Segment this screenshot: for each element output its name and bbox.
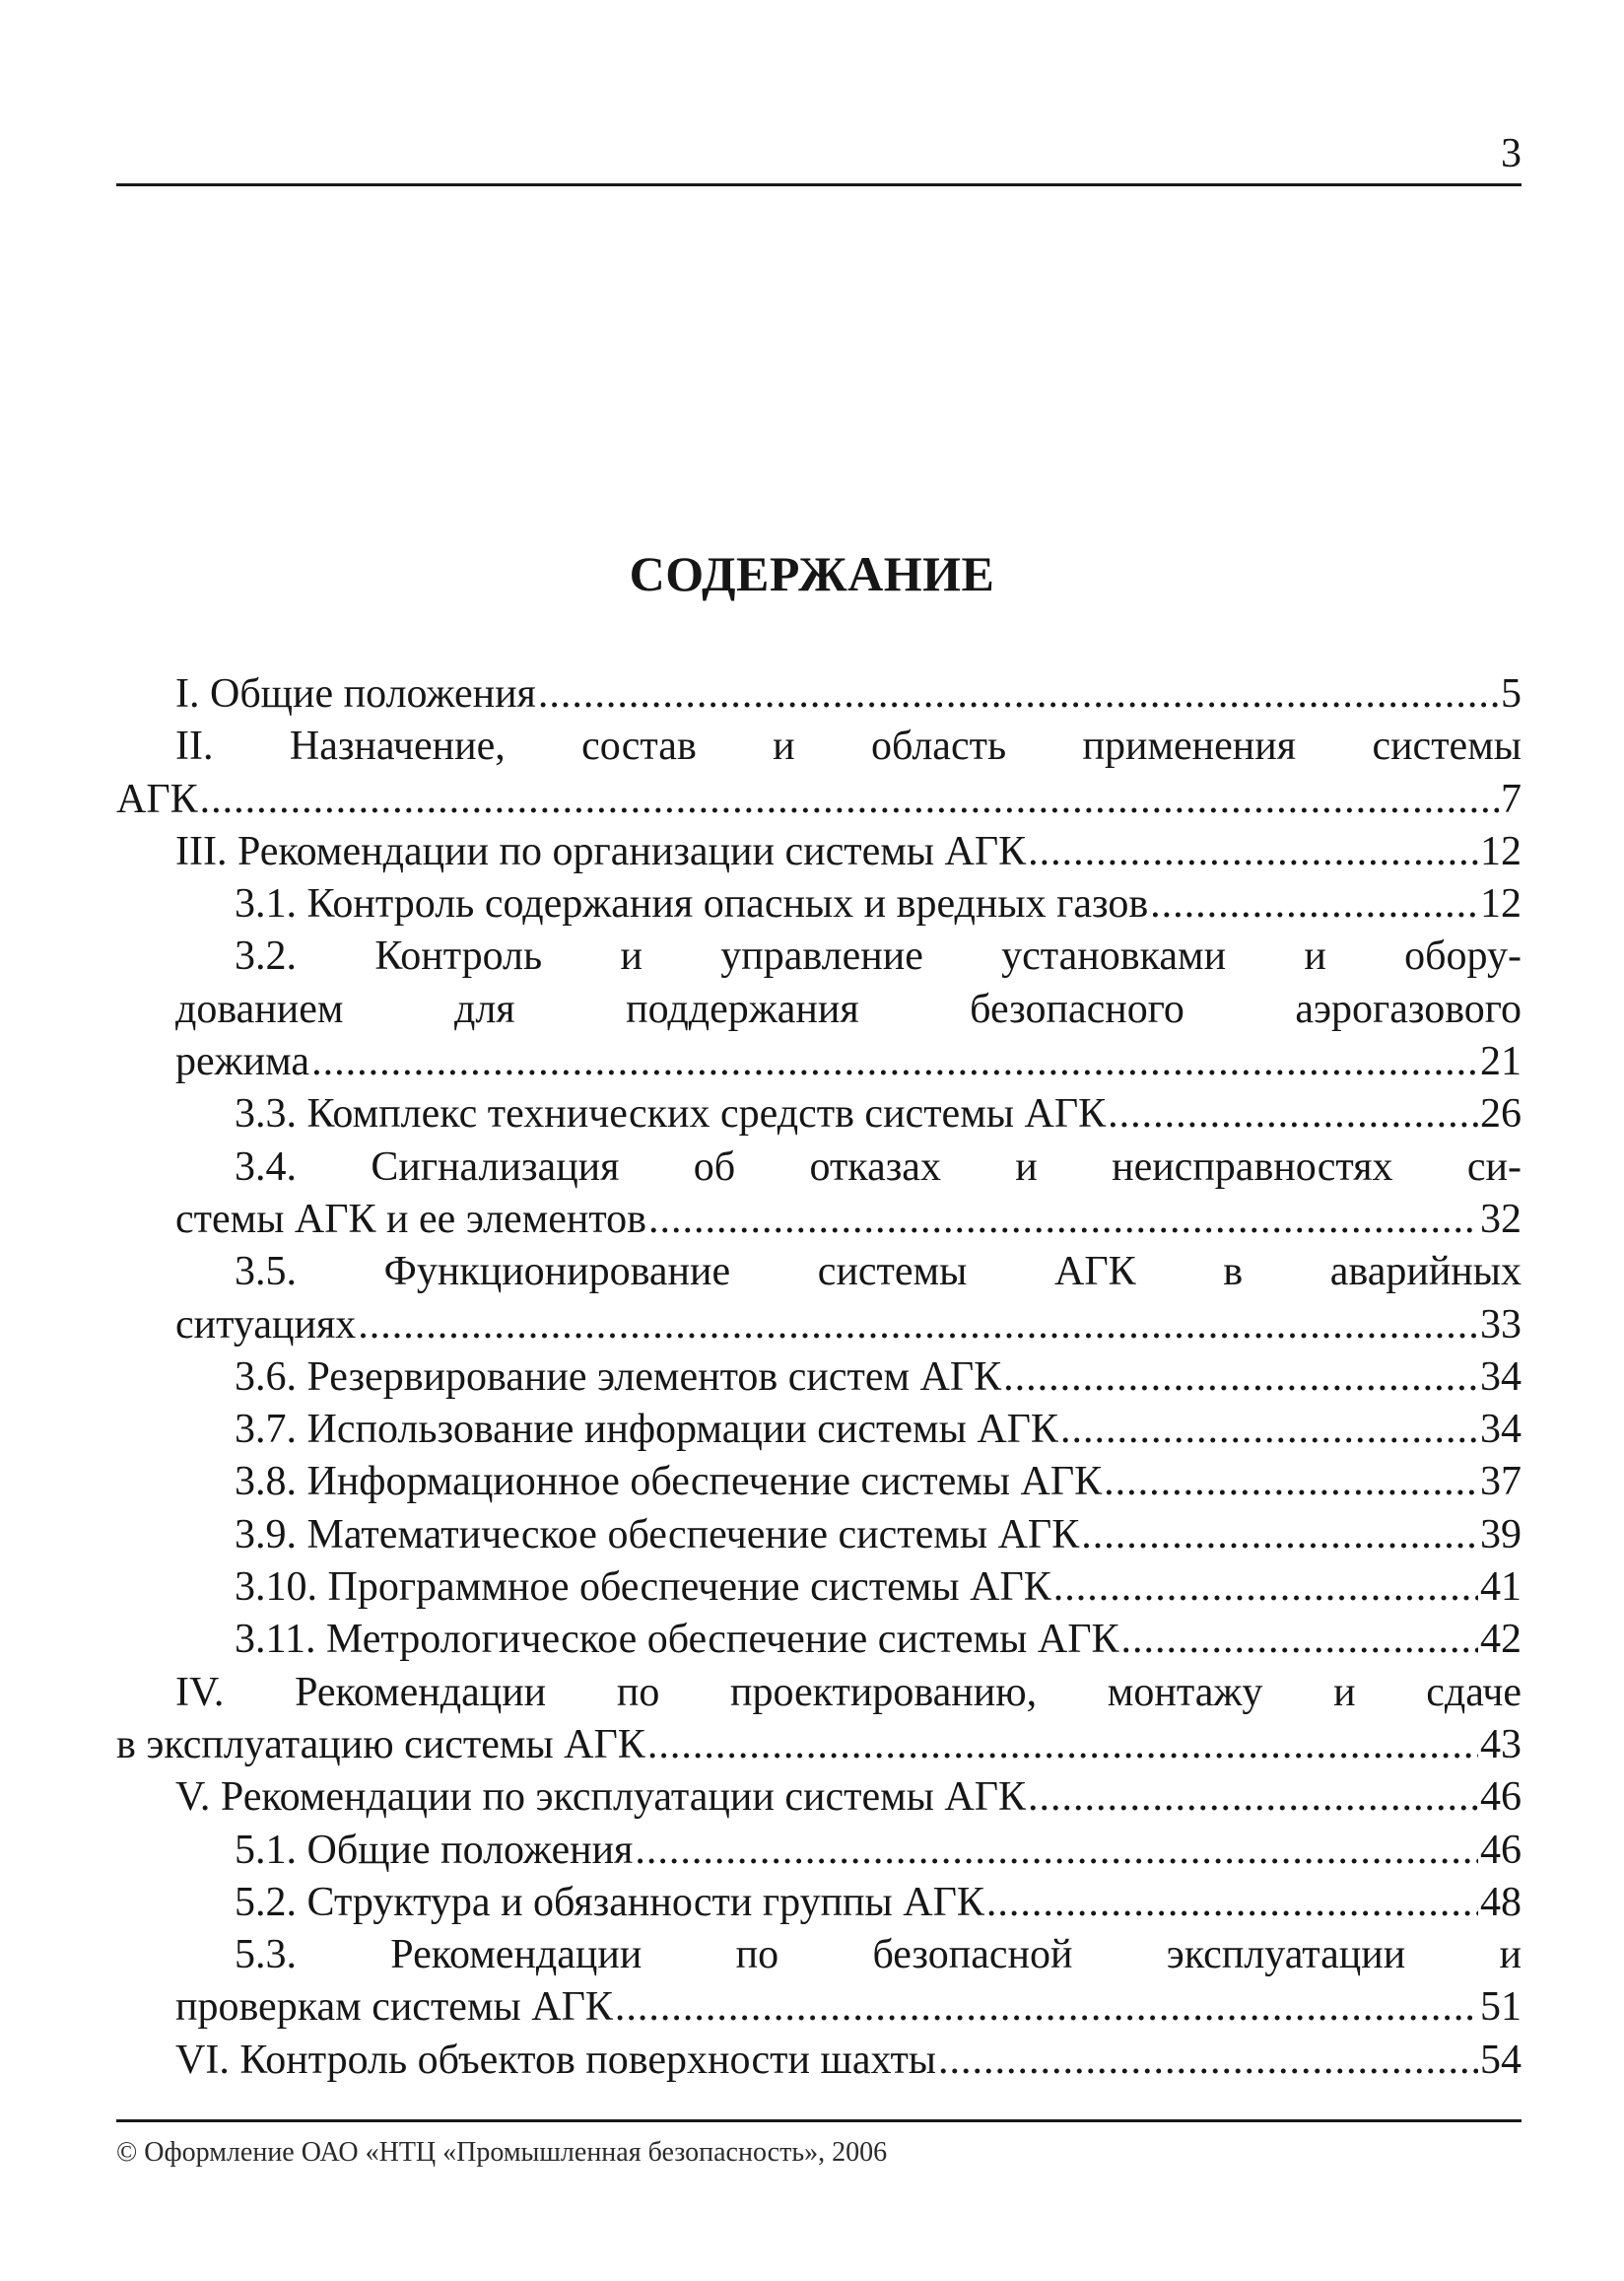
header-rule: [116, 183, 1522, 186]
toc-entry-page: 32: [1480, 1196, 1522, 1242]
toc-entry-line: [116, 1561, 1522, 1614]
toc-entry-line: [116, 1771, 1522, 1824]
dot-leader: [647, 1719, 1478, 1771]
toc-entry: [116, 668, 1522, 721]
dot-leader: [1081, 1509, 1478, 1561]
toc-entry-page: 46: [1480, 1827, 1522, 1873]
toc-entry-wrapped-line: [116, 984, 1522, 1036]
toc-entry: [116, 1246, 1522, 1351]
toc-entry-page: 12: [1480, 828, 1522, 874]
dot-leader: [1150, 878, 1478, 931]
dot-leader: [311, 1036, 1478, 1088]
toc-entry-page: 43: [1480, 1721, 1522, 1767]
dot-leader: [1028, 1771, 1478, 1824]
toc-entry-page: 12: [1480, 881, 1522, 928]
footer-rule: [116, 2119, 1522, 2122]
toc-entry-wrapped-line: [116, 1667, 1522, 1719]
toc-entry-line: [116, 2035, 1522, 2087]
dot-leader: [200, 774, 1499, 826]
toc-entry-page: 34: [1480, 1353, 1522, 1400]
toc-entry-line: [116, 878, 1522, 931]
toc-entry: [116, 1351, 1522, 1404]
toc-entry-title: I. Общие положения: [175, 671, 536, 717]
toc-entry-title: стемы АГК и ее элементов: [175, 1196, 647, 1242]
toc-entry-title: 3.2. Контроль и управление установками и обору-: [235, 933, 1522, 980]
toc-entry: [116, 931, 1522, 1088]
toc-entry-page: 51: [1480, 1984, 1522, 2031]
toc-entry-title: 5.1. Общие положения: [235, 1827, 634, 1873]
toc-entry-title: IV. Рекомендации по проектированию, монтажу и сдаче: [175, 1669, 1522, 1715]
toc-entry: [116, 826, 1522, 878]
toc-entry: [116, 1667, 1522, 1772]
toc-entry-line: [116, 1351, 1522, 1404]
toc-entry: [116, 1771, 1522, 1824]
toc-entry-wrapped-line: [116, 931, 1522, 983]
toc-entry-wrapped-line: [116, 1246, 1522, 1298]
page-number: 3: [1501, 131, 1522, 176]
toc-entry-title: 3.5. Функционирование системы АГК в аварийных: [235, 1249, 1522, 1295]
toc-entry-title: дованием для поддержания безопасного аэрогазового: [175, 986, 1522, 1032]
toc-entry-page: 48: [1480, 1879, 1522, 1925]
dot-leader: [986, 1877, 1478, 1929]
toc-entry-title: II. Назначение, состав и область применения системы: [175, 724, 1522, 770]
toc-entry: [116, 1141, 1522, 1247]
toc-entry-page: 46: [1480, 1774, 1522, 1821]
dot-leader: [648, 1194, 1478, 1246]
toc-entry: [116, 1614, 1522, 1666]
dot-leader: [1060, 1404, 1478, 1456]
toc-entry-line: [116, 1877, 1522, 1929]
toc-entry-line: [116, 826, 1522, 878]
toc-entry-title: 3.4. Сигнализация об отказах и неисправностях си-: [235, 1143, 1522, 1190]
toc-entry: [116, 1456, 1522, 1508]
toc-entry-page: 54: [1480, 2037, 1522, 2083]
toc-entry-title: VI. Контроль объектов поверхности шахты: [175, 2037, 937, 2083]
toc-entry: [116, 1509, 1522, 1561]
toc-entry-title: 5.2. Структура и обязанности группы АГК: [235, 1879, 984, 1925]
toc-entry-title: 3.3. Комплекс технических средств системы АГК: [235, 1091, 1107, 1138]
toc-entry-title: 3.11. Метрологическое обеспечение системы АГК: [235, 1617, 1119, 1663]
toc-entry-title: 5.3. Рекомендации по безопасной эксплуатации и: [235, 1932, 1522, 1978]
toc-entry: [116, 721, 1522, 826]
toc-entry-line: [116, 1981, 1522, 2034]
toc-entry-page: 21: [1480, 1039, 1522, 1085]
dot-leader: [1120, 1614, 1478, 1666]
toc-entry-wrapped-line: [116, 1929, 1522, 1981]
dot-leader: [1028, 826, 1478, 878]
toc-entry-line: [116, 1719, 1522, 1771]
toc-entry-title: 3.7. Использование информации системы АГК: [235, 1407, 1058, 1453]
toc-entry-title: 3.1. Контроль содержания опасных и вредных газов: [235, 881, 1149, 928]
toc-entry-line: [116, 1509, 1522, 1561]
toc-title: СОДЕРЖАНИЕ: [629, 546, 995, 601]
dot-leader: [615, 1981, 1478, 2034]
toc-entry-title: 3.9. Математическое обеспечение системы АГК: [235, 1511, 1080, 1557]
toc-entry-title: ситуациях: [175, 1301, 357, 1348]
toc-entry-line: [116, 668, 1522, 721]
toc-entry-line: [116, 1036, 1522, 1088]
dot-leader: [1003, 1351, 1478, 1404]
toc-entry-title: 3.6. Резервирование элементов систем АГК: [235, 1353, 1002, 1400]
toc-entry-title: 3.8. Информационное обеспечение системы АГК: [235, 1459, 1103, 1505]
toc-entry-page: 5: [1501, 671, 1522, 717]
toc-entry-page: 37: [1480, 1459, 1522, 1505]
toc-entry-page: 33: [1480, 1301, 1522, 1348]
dot-leader: [1053, 1561, 1478, 1614]
toc-entry: [116, 2035, 1522, 2087]
toc-entry-page: 26: [1480, 1091, 1522, 1138]
toc-entry: [116, 878, 1522, 931]
toc-entry: [116, 1877, 1522, 1929]
toc-entry-title: 3.10. Программное обеспечение системы АГК: [235, 1564, 1051, 1611]
toc-entry-line: [116, 1299, 1522, 1351]
toc-entry-title: АГК: [116, 776, 198, 822]
toc-entry-line: [116, 1404, 1522, 1456]
toc-entry-line: [116, 774, 1522, 826]
toc-entry-page: 42: [1480, 1617, 1522, 1663]
toc-entry-page: 34: [1480, 1407, 1522, 1453]
dot-leader: [358, 1299, 1478, 1351]
dot-leader: [635, 1825, 1478, 1877]
toc-entry-page: 39: [1480, 1511, 1522, 1557]
toc-entry-title: режима: [175, 1039, 310, 1085]
toc-entry-page: 41: [1480, 1564, 1522, 1611]
toc-entry-title: V. Рекомендации по эксплуатации системы АГК: [175, 1774, 1027, 1821]
toc-entry-line: [116, 1614, 1522, 1666]
toc-entry: [116, 1404, 1522, 1456]
toc-entry-title: в эксплуатацию системы АГК: [116, 1721, 645, 1767]
dot-leader: [938, 2035, 1478, 2087]
toc-entry-wrapped-line: [116, 721, 1522, 773]
toc-entry-wrapped-line: [116, 1141, 1522, 1194]
table-of-contents: [116, 668, 1522, 2087]
toc-entry-title: III. Рекомендации по организации системы АГК: [175, 828, 1027, 874]
toc-entry: [116, 1825, 1522, 1877]
toc-entry-line: [116, 1456, 1522, 1508]
dot-leader: [1104, 1456, 1478, 1508]
toc-entry-title: проверкам системы АГК: [175, 1984, 613, 2031]
toc-entry: [116, 1929, 1522, 2035]
dot-leader: [1108, 1088, 1478, 1140]
toc-entry: [116, 1561, 1522, 1614]
toc-entry-line: [116, 1088, 1522, 1140]
toc-entry: [116, 1088, 1522, 1140]
copyright-footer: © Оформление ОАО «НТЦ «Промышленная безопасность», 2006: [116, 2137, 888, 2168]
toc-entry-line: [116, 1194, 1522, 1246]
toc-entry-page: 7: [1501, 776, 1522, 822]
toc-entry-line: [116, 1825, 1522, 1877]
dot-leader: [538, 668, 1499, 721]
